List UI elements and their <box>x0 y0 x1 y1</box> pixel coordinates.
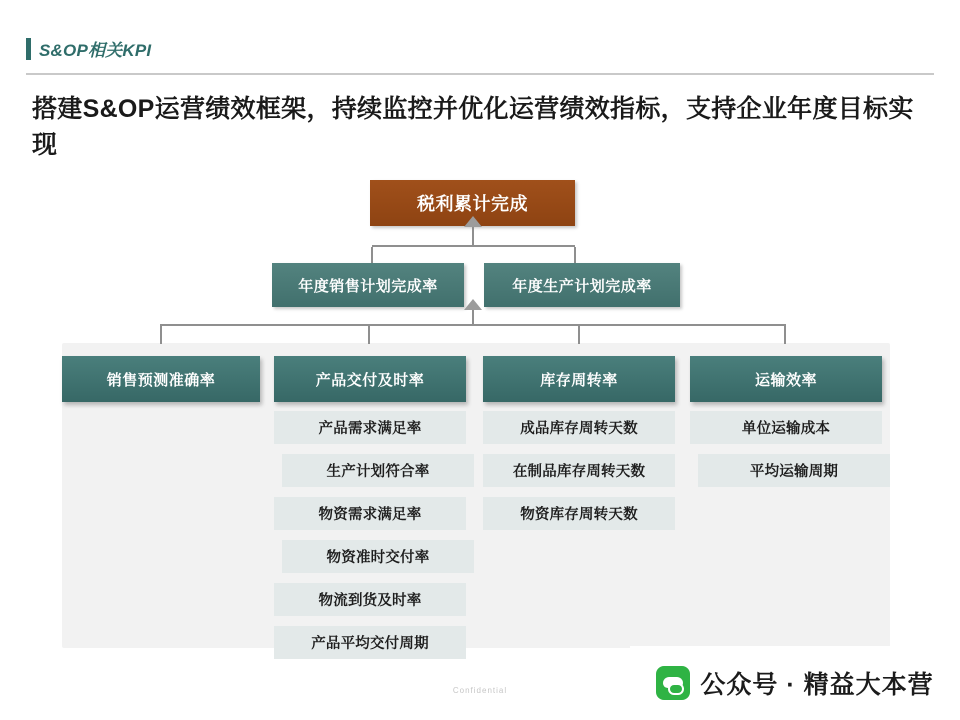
leaf-item[interactable]: 单位运输成本 <box>690 411 882 444</box>
leaf-item[interactable]: 物资库存周转天数 <box>483 497 675 530</box>
connector-stub-col1 <box>160 326 162 344</box>
watermark <box>630 646 960 720</box>
arrow-to-top-node <box>464 216 482 227</box>
leaf-item[interactable]: 物资准时交付率 <box>282 540 474 573</box>
wechat-logo-icon <box>656 666 690 700</box>
node-inventory-turnover-rate[interactable]: 库存周转率 <box>483 356 675 402</box>
arrow-to-level2 <box>464 299 482 310</box>
leaf-item[interactable]: 平均运输周期 <box>698 454 890 487</box>
kpi-diagram <box>0 168 960 668</box>
header-divider <box>26 73 934 75</box>
connector-horizontal-level2 <box>372 245 575 247</box>
node-annual-production-plan-rate[interactable]: 年度生产计划完成率 <box>484 263 680 307</box>
node-annual-sales-plan-rate[interactable]: 年度销售计划完成率 <box>272 263 464 307</box>
leaf-item[interactable]: 成品库存周转天数 <box>483 411 675 444</box>
node-transport-efficiency[interactable]: 运输效率 <box>690 356 882 402</box>
watermark-text: 公众号 · 精益大本营 <box>700 671 934 699</box>
connector-stub-production <box>574 247 576 263</box>
leaf-item[interactable]: 物流到货及时率 <box>274 583 466 616</box>
connector-stub-col4 <box>784 326 786 344</box>
node-sales-forecast-accuracy[interactable]: 销售预测准确率 <box>62 356 260 402</box>
leaf-item[interactable]: 生产计划符合率 <box>282 454 474 487</box>
node-product-delivery-ontime-rate[interactable]: 产品交付及时率 <box>274 356 466 402</box>
confidential-label: Confidential <box>452 686 508 695</box>
leaf-item[interactable]: 在制品库存周转天数 <box>483 454 675 487</box>
eyebrow-label: S&OP相关KPI <box>39 41 152 60</box>
slide-eyebrow <box>26 36 151 61</box>
connector-vertical-top <box>472 226 474 246</box>
leaf-item[interactable]: 产品平均交付周期 <box>274 626 466 659</box>
leaf-item[interactable]: 物资需求满足率 <box>274 497 466 530</box>
connector-stub-col3 <box>578 326 580 344</box>
page-title: 搭建S&OP运营绩效框架，持续监控并优化运营绩效指标，支持企业年度目标实现 <box>32 95 914 159</box>
eyebrow-accent-bar <box>26 38 31 60</box>
node-top-profit-tax[interactable]: 税利累计完成 <box>370 180 575 226</box>
connector-horizontal-level3 <box>160 324 786 326</box>
connector-stub-col2 <box>368 326 370 344</box>
leaf-item[interactable]: 产品需求满足率 <box>274 411 466 444</box>
connector-stub-sales <box>371 247 373 263</box>
